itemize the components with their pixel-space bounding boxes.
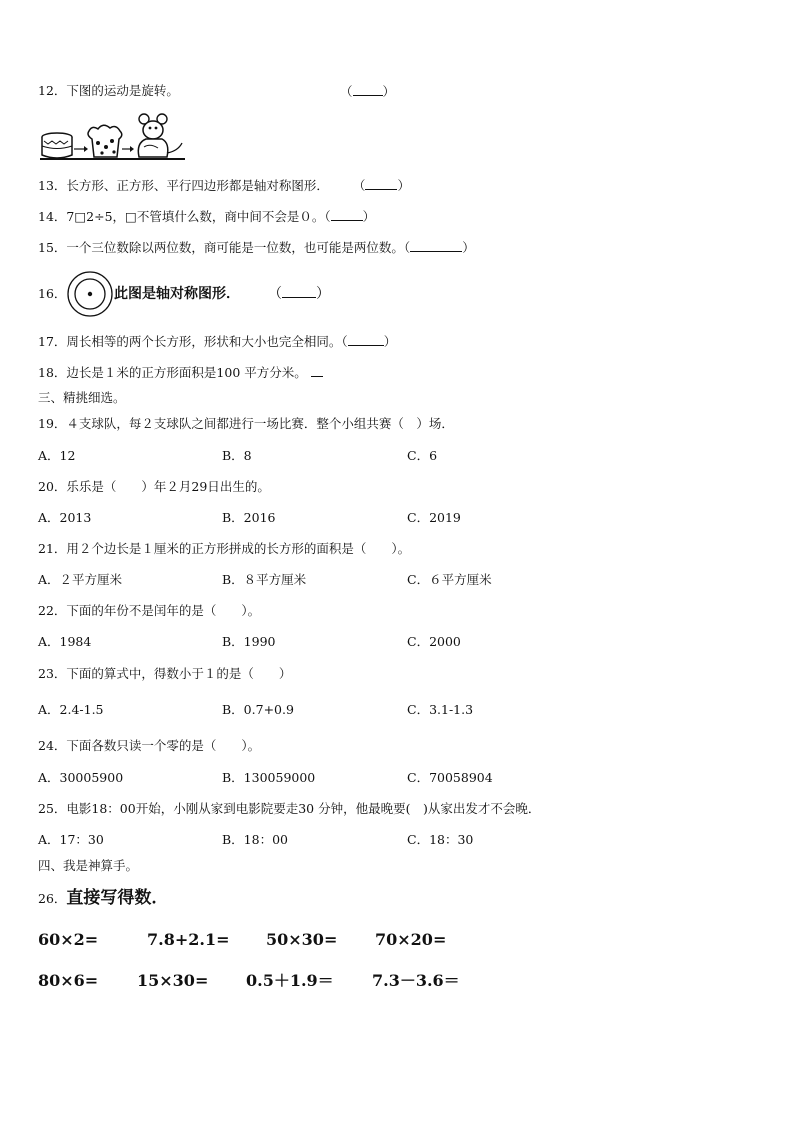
- calc-item: 7.8+2.1=: [147, 930, 230, 949]
- option-b[interactable]: B．130059000: [222, 770, 316, 785]
- calc-item: 0.5＋1.9＝: [246, 971, 334, 990]
- answer-blank[interactable]: [353, 83, 383, 96]
- question-26-text: 直接写得数．: [66, 888, 169, 908]
- question-21: 21．用２个边长是１厘米的正方形拼成的长方形的面积是（ ）。: [38, 541, 411, 556]
- answer-blank[interactable]: [282, 285, 316, 298]
- answer-blank[interactable]: [311, 364, 323, 377]
- option-c[interactable]: C．6: [407, 448, 438, 463]
- question-16: 16．: [38, 286, 67, 301]
- answer-blank[interactable]: [410, 239, 462, 252]
- option-b[interactable]: B．2016: [222, 510, 276, 525]
- calc-item: 70×20=: [375, 930, 447, 949]
- question-23: 23．下面的算式中，得数小于１的是（ ）: [38, 666, 292, 681]
- option-a[interactable]: A．30005900: [38, 770, 124, 785]
- option-b[interactable]: B．0.7+0.9: [222, 702, 294, 717]
- option-a[interactable]: A．２平方厘米: [38, 572, 123, 587]
- option-a[interactable]: A．2.4-1.5: [38, 702, 104, 717]
- question-12: [38, 83, 179, 99]
- option-b[interactable]: B．８平方厘米: [222, 572, 307, 587]
- question-16-text: 此图是轴对称图形． （ ）: [114, 286, 330, 302]
- answer-blank[interactable]: [331, 208, 363, 221]
- section-3-title: 三、精挑细选。: [38, 390, 126, 405]
- question-15: 15．一个三位数除以两位数，商可能是一位数，也可能是两位数。（ ）: [38, 240, 475, 255]
- question-25: 25．电影18：00开始，小刚从家到电影院要走30 分钟，他最晚要( )从家出发才不会晚．: [38, 801, 541, 816]
- question-17: 17．周长相等的两个长方形，形状和大小也完全相同。（ ）: [38, 334, 397, 349]
- calc-item: 50×30=: [266, 930, 338, 949]
- question-19: 19．４支球队，每２支球队之间都进行一场比赛．整个小组共赛（ ）场．: [38, 416, 454, 431]
- answer-paren-12: （ ）: [340, 84, 396, 99]
- question-20: 20．乐乐是（ ）年２月29日出生的。: [38, 479, 270, 494]
- answer-blank[interactable]: [348, 333, 384, 346]
- option-c[interactable]: C．2000: [407, 634, 461, 649]
- option-b[interactable]: B．18：00: [222, 832, 288, 847]
- motion-illustration: [40, 113, 190, 163]
- calc-item: 60×2=: [38, 930, 99, 949]
- question-14: 14．7□2÷5，□不管填什么数，商中间不会是０。（ ）: [38, 209, 376, 224]
- option-a[interactable]: A．1984: [38, 634, 92, 649]
- option-a[interactable]: A．17：30: [38, 832, 104, 847]
- calc-item: 15×30=: [137, 971, 209, 990]
- option-a[interactable]: A．12: [38, 448, 76, 463]
- option-c[interactable]: C．18：30: [407, 832, 474, 847]
- option-c[interactable]: C．70058904: [407, 770, 493, 785]
- question-number: 12．: [38, 83, 67, 98]
- option-c[interactable]: C．3.1-1.3: [407, 702, 474, 717]
- option-c[interactable]: C．2019: [407, 510, 461, 525]
- calc-item: 80×6=: [38, 971, 99, 990]
- question-18: 18．边长是１米的正方形面积是100 平方分米。: [38, 364, 323, 381]
- option-a[interactable]: A．2013: [38, 510, 92, 525]
- option-c[interactable]: C．６平方厘米: [407, 572, 492, 587]
- option-b[interactable]: B．8: [222, 448, 252, 463]
- calc-item: 7.3－3.6＝: [372, 971, 460, 990]
- option-b[interactable]: B．1990: [222, 634, 276, 649]
- section-4-title: 四、我是神算手。: [38, 858, 139, 873]
- question-text: 下图的运动是旋转。: [66, 83, 179, 98]
- question-24: 24．下面各数只读一个零的是（ ）。: [38, 738, 261, 753]
- question-26: 26．直接写得数．: [38, 888, 169, 908]
- question-22: 22．下面的年份不是闰年的是（ ）。: [38, 603, 261, 618]
- question-13: 13．长方形、正方形、平行四边形都是轴对称图形． （ ）: [38, 178, 410, 193]
- concentric-circles-figure: [66, 270, 114, 318]
- answer-blank[interactable]: [365, 177, 397, 190]
